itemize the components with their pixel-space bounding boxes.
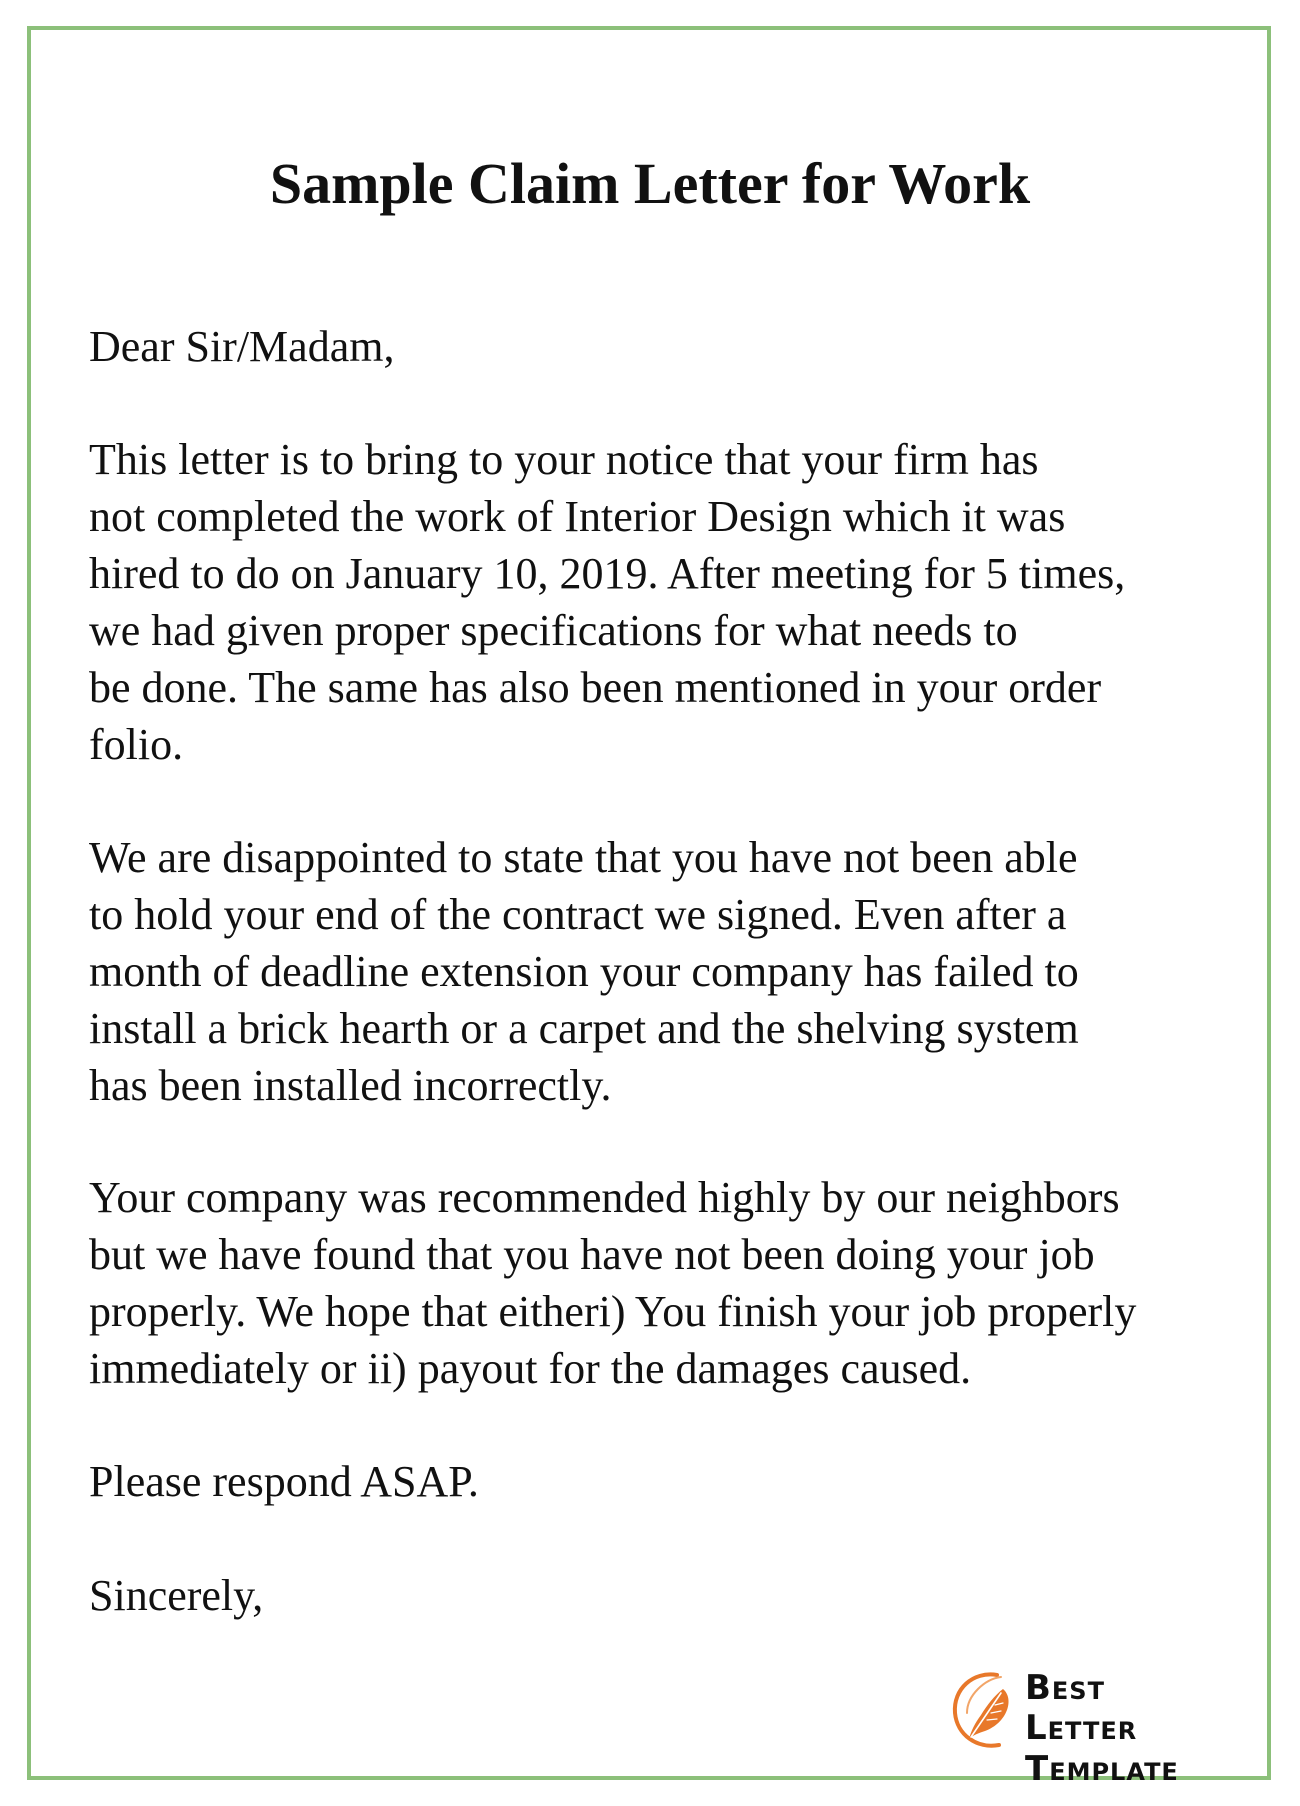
paragraph-complaint [89, 829, 1249, 1114]
closing-request [89, 1453, 1249, 1510]
paragraph-line: hired to do on January 10, 2019. After meeting for 5 times, [89, 549, 1126, 598]
paragraph-line: immediately or ii) payout for the damages caused. [89, 1344, 972, 1393]
paragraph-line: has been installed incorrectly. [89, 1061, 612, 1110]
letter-title: Sample Claim Letter for Work [269, 151, 1031, 216]
paragraph-line: Your company was recommended highly by our neighbors [89, 1173, 1120, 1222]
salutation-text: Dear Sir/Madam, [89, 322, 395, 371]
signoff-text: Sincerely, [89, 1571, 264, 1620]
salutation [89, 318, 1249, 375]
paragraph-demand [89, 1169, 1249, 1397]
logo-wordmark [1025, 1665, 1215, 1790]
paragraph-notice [89, 431, 1249, 773]
paragraph-line: not completed the work of Interior Design which it was [89, 492, 1066, 541]
paragraph-line: install a brick hearth or a carpet and the shelving system [89, 1004, 1079, 1053]
logo-line-2: Template [1025, 1749, 1179, 1789]
signoff [89, 1567, 1249, 1624]
paragraph-line: folio. [89, 720, 184, 769]
logo-line-1: Best Letter [1025, 1668, 1138, 1748]
paragraph-line: we had given proper specifications for what needs to [89, 606, 1018, 655]
paragraph-line: but we have found that you have not been doing your job [89, 1230, 1095, 1279]
paragraph-line: to hold your end of the contract we signed. Even after a [89, 890, 1067, 939]
paragraph-line: This letter is to bring to your notice that your firm has [89, 435, 1039, 484]
feather-quill-icon [945, 1665, 1021, 1755]
closing-request-text: Please respond ASAP. [89, 1457, 479, 1506]
paragraph-line: We are disappointed to state that you have not been able [89, 833, 1078, 882]
paragraph-line: properly. We hope that eitheri) You finish your job properly [89, 1287, 1137, 1336]
brand-logo [945, 1665, 1215, 1789]
paragraph-line: month of deadline extension your company has failed to [89, 947, 1079, 996]
paragraph-line: be done. The same has also been mentioned in your order [89, 663, 1102, 712]
